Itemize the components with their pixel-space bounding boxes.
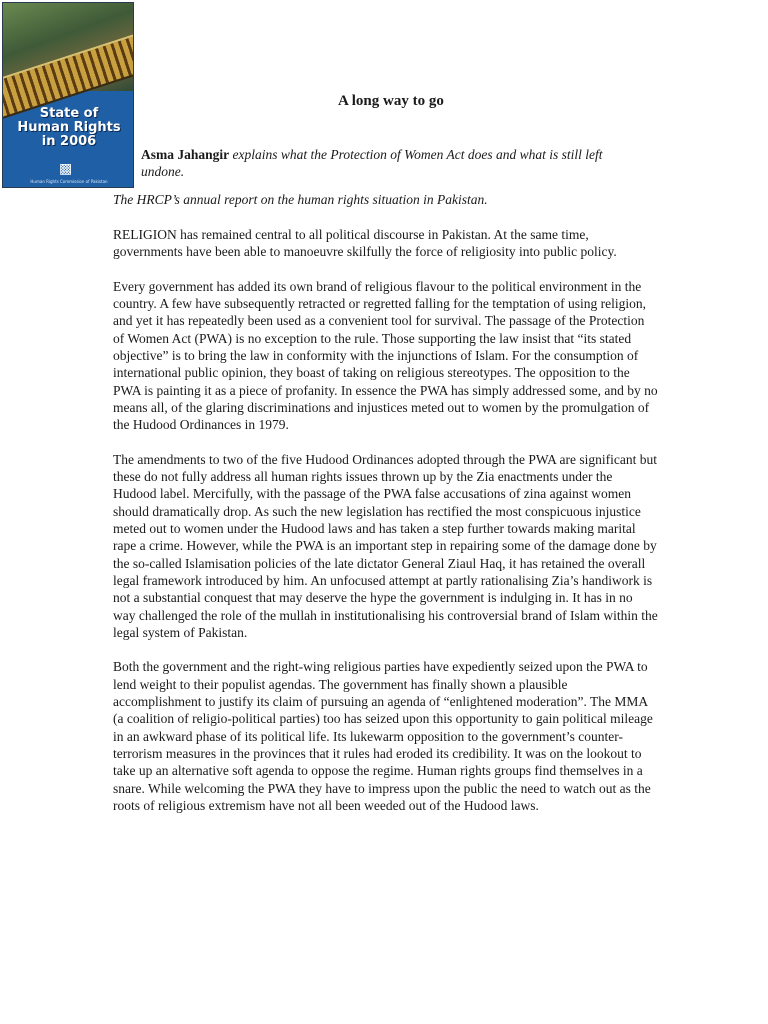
hrcp-logo-icon: ▩ (59, 162, 73, 177)
cover-title-line: in 2006 (41, 134, 97, 149)
paragraph: Both the government and the right-wing religious parties have expediently seized upon the PWA to lend weight to their populist agendas. The government has finally shown a plausible accomplishment to justify its claim of pursuing an agenda of “enlightened moderation”. The MMA (a coalition of religio-political parties) too has seized upon this opportunity to gain political mileage in an awkward phase of its political life. Its lukewarm opposition to the government’s counter-terrorism measures in the provinces that it rules had eroded its credibility. It was on the lookout to take up an alternative soft agenda to oppose the regime. Human rights groups find themselves in a snare. While welcoming the PWA they have to impress upon the public the need to watch out as the roots of religious extremism have not all been weeded out of the Hudood laws. (113, 659, 653, 813)
image-caption: The HRCP’s annual report on the human rights situation in Pakistan. (113, 192, 488, 207)
paragraph: Every government has added its own brand of religious flavour to the political environment in the country. A few have subsequently retracted or regretted falling for the temptation of using religion, and yet it has repeatedly been used as a convenient tool for survival. The passage of the Protection of Women Act (PWA) is no exception to the rule. Those supporting the law insist that “its stated objective” is to bring the law in conformity with the injunctions of Islam. For the consumption of international public opinion, they boast of taking on religious stereotypes. The opposition to the PWA is painting it as a piece of profanity. In essence the PWA has simply addressed some, and by no means all, of the glaring discriminations and injustices meted out to women by the promulgation of the Hudood Ordinances in 1979. (113, 278, 658, 433)
byline (141, 146, 641, 180)
paragraph: RELIGION has remained central to all political discourse in Pakistan. At the same time, governments have been able to manoeuvre skilfully the force of religiosity into public policy. (113, 227, 617, 260)
cover-photo (3, 3, 133, 91)
cover-publisher: Human Rights Commission of Pakistan (30, 179, 108, 184)
cover-title-line: State of (39, 106, 99, 121)
article-title: A long way to go (338, 93, 444, 109)
article-description: explains what the Protection of Women Act does and what is still left undone. (141, 147, 603, 179)
paragraph: The amendments to two of the five Hudood Ordinances adopted through the PWA are significant but these do not fully address all human rights issues thrown up by the Zia enactments under the Hudood label. Mercifully, with the passage of the PWA false accusations of zina against women should dramatically drop. As such the new legislation has rectified the most conspicuous injustice meted out to women under the Hudood laws and has taken a step further towards making marital rape a crime. However, while the PWA is an important step in repairing some of the damage done by the so-called Islamisation policies of the late dictator General Ziaul Haq, it has retained the overall legal framework introduced by him. An unfocused attempt at partly rationalising Zia’s handiwork is not a substantial conquest that may deserve the hype the government is indulging in. It has in no way challenged the role of the mullah in institutionalising his controversial brand of Islam within the legal system of Pakistan. (113, 451, 658, 640)
cover-title-line: Human Rights (17, 120, 121, 135)
book-cover-image (2, 2, 134, 188)
cover-title (9, 107, 129, 149)
author-name: Asma Jahangir (141, 147, 230, 162)
article-body (113, 226, 658, 831)
